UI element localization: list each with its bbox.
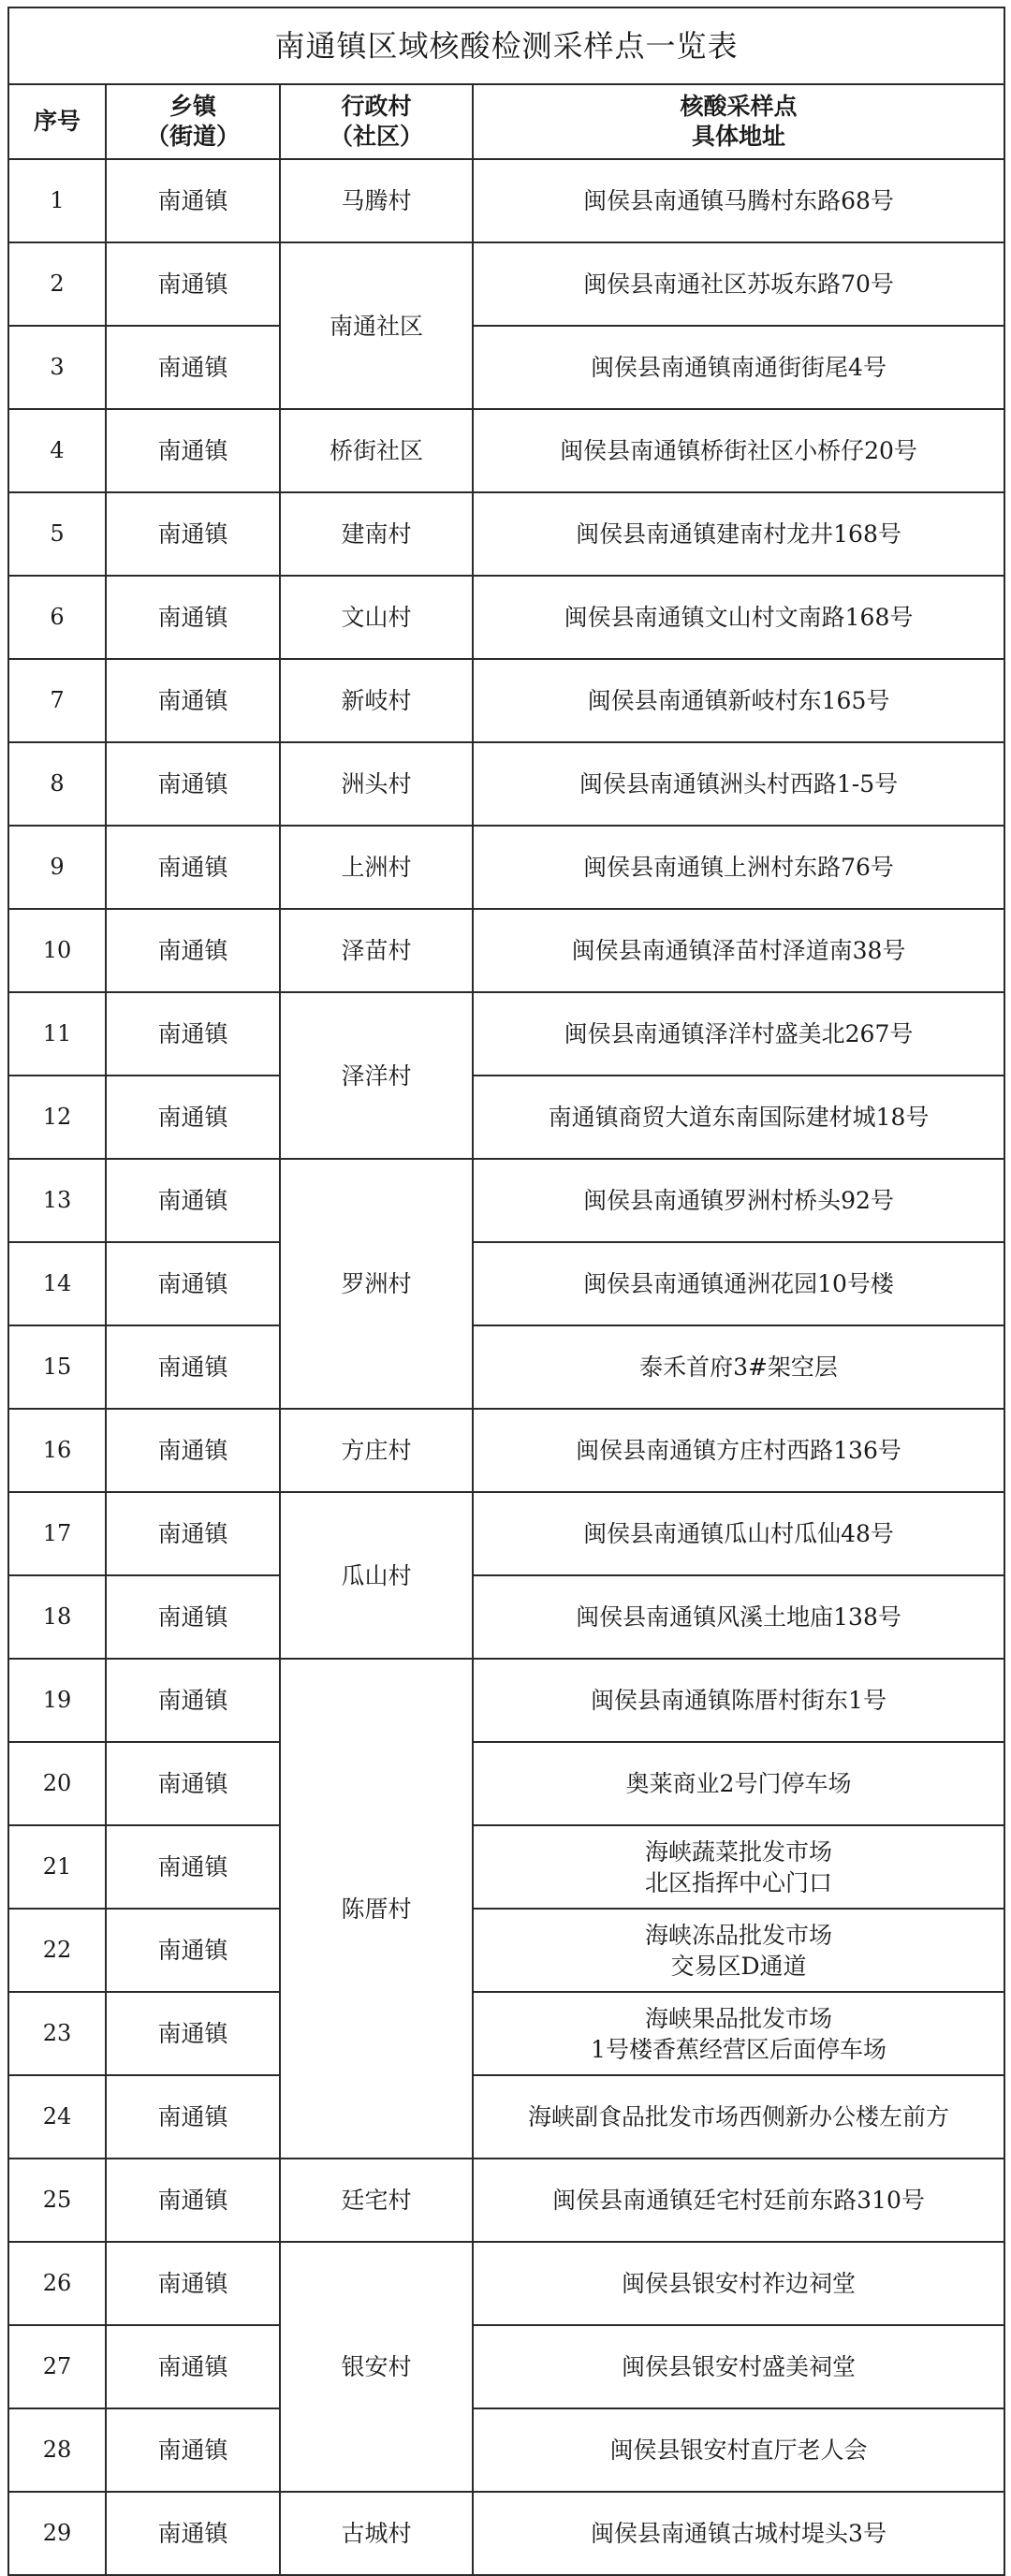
seq-cell: 16	[8, 1409, 106, 1492]
address-line: 闽侯县南通镇陈厝村街东1号	[591, 1687, 886, 1714]
village-cell: 上洲村	[280, 826, 473, 909]
address-cell	[473, 1409, 1004, 1492]
seq-cell: 12	[8, 1076, 106, 1159]
table-row	[8, 1409, 1004, 1492]
address-cell	[473, 1575, 1004, 1659]
table-row	[8, 1659, 1004, 1742]
address-cell	[473, 659, 1004, 742]
town-cell: 南通镇	[106, 1575, 280, 1659]
table-row	[8, 1909, 1004, 1992]
address-line: 闽侯县南通镇桥街社区小桥仔20号	[560, 437, 917, 464]
town-cell: 南通镇	[106, 159, 280, 242]
address-cell	[473, 992, 1004, 1076]
table-row	[8, 159, 1004, 242]
address-line: 闽侯县银安村直厅老人会	[609, 2437, 868, 2464]
seq-cell: 15	[8, 1325, 106, 1409]
village-cell: 古城村	[280, 2492, 473, 2575]
sampling-points-table	[7, 7, 1005, 2576]
town-cell: 南通镇	[106, 826, 280, 909]
town-cell: 南通镇	[106, 1325, 280, 1409]
table-row	[8, 326, 1004, 409]
address-cell	[473, 159, 1004, 242]
address-line: 北区指挥中心门口	[645, 1868, 833, 1896]
seq-cell: 1	[8, 159, 106, 242]
town-cell: 南通镇	[106, 576, 280, 659]
address-cell	[473, 576, 1004, 659]
header-town-line1: 乡镇	[168, 93, 216, 120]
address-line: 海峡蔬菜批发市场	[645, 1837, 833, 1866]
header-seq: 序号	[8, 84, 106, 159]
address-cell	[473, 742, 1004, 826]
address-cell	[473, 1242, 1004, 1325]
seq-cell: 14	[8, 1242, 106, 1325]
address-line: 闽侯县南通镇马腾村东路68号	[583, 187, 894, 214]
header-village-line2: （社区）	[329, 123, 423, 150]
table-row	[8, 1825, 1004, 1909]
village-cell: 陈厝村	[280, 1659, 473, 2159]
town-cell: 南通镇	[106, 492, 280, 576]
address-cell	[473, 826, 1004, 909]
address-line: 交易区D通道	[670, 1952, 807, 1980]
table-row	[8, 742, 1004, 826]
address-cell	[473, 2492, 1004, 2575]
address-line: 泰禾首府3#架空层	[639, 1354, 838, 1381]
seq-cell: 28	[8, 2408, 106, 2492]
address-line: 闽侯县南通镇洲头村西路1-5号	[579, 770, 899, 798]
town-cell: 南通镇	[106, 2159, 280, 2242]
seq-cell: 10	[8, 909, 106, 992]
village-cell: 马腾村	[280, 159, 473, 242]
seq-cell: 17	[8, 1492, 106, 1575]
address-cell	[473, 492, 1004, 576]
address-cell	[473, 1492, 1004, 1575]
village-cell: 桥街社区	[280, 409, 473, 492]
town-cell: 南通镇	[106, 1242, 280, 1325]
village-cell: 洲头村	[280, 742, 473, 826]
table-row	[8, 492, 1004, 576]
address-cell	[473, 242, 1004, 326]
table-row	[8, 992, 1004, 1076]
town-cell: 南通镇	[106, 1659, 280, 1742]
address-cell	[473, 909, 1004, 992]
town-cell: 南通镇	[106, 242, 280, 326]
address-line: 闽侯县南通镇风溪土地庙138号	[576, 1603, 901, 1631]
table-row	[8, 826, 1004, 909]
table-row	[8, 659, 1004, 742]
header-row	[8, 84, 1004, 159]
town-cell: 南通镇	[106, 1742, 280, 1825]
town-cell: 南通镇	[106, 409, 280, 492]
table-row	[8, 1492, 1004, 1575]
seq-cell: 19	[8, 1659, 106, 1742]
table-row	[8, 2325, 1004, 2408]
town-cell: 南通镇	[106, 909, 280, 992]
town-cell: 南通镇	[106, 2492, 280, 2575]
address-line: 闽侯县南通镇上洲村东路76号	[583, 854, 894, 881]
header-town-line2: （街道）	[145, 123, 240, 150]
seq-cell: 7	[8, 659, 106, 742]
header-address-line1: 核酸采样点	[680, 93, 798, 120]
address-cell	[473, 2159, 1004, 2242]
address-line: 闽侯县南通社区苏坂东路70号	[583, 271, 894, 298]
address-cell	[473, 1992, 1004, 2075]
address-cell	[473, 1659, 1004, 1742]
seq-cell: 29	[8, 2492, 106, 2575]
address-line: 海峡副食品批发市场西侧新办公楼左前方	[528, 2103, 950, 2130]
town-cell: 南通镇	[106, 742, 280, 826]
town-cell: 南通镇	[106, 659, 280, 742]
village-cell: 廷宅村	[280, 2159, 473, 2242]
header-village	[280, 84, 473, 159]
address-cell	[473, 2408, 1004, 2492]
town-cell: 南通镇	[106, 1492, 280, 1575]
town-cell: 南通镇	[106, 1159, 280, 1242]
address-line: 海峡果品批发市场	[645, 2004, 833, 2032]
table-row	[8, 2159, 1004, 2242]
address-line: 闽侯县南通镇罗洲村桥头92号	[583, 1187, 894, 1214]
table-row	[8, 576, 1004, 659]
table-title: 南通镇区域核酸检测采样点一览表	[8, 7, 1004, 84]
address-line: 闽侯县南通镇泽苗村泽道南38号	[571, 937, 906, 964]
village-cell: 文山村	[280, 576, 473, 659]
seq-cell: 6	[8, 576, 106, 659]
address-line: 闽侯县银安村盛美祠堂	[622, 2353, 857, 2380]
address-cell	[473, 2325, 1004, 2408]
table-row	[8, 409, 1004, 492]
address-line: 海峡冻品批发市场	[645, 1921, 833, 1949]
table-row	[8, 1992, 1004, 2075]
header-address	[473, 84, 1004, 159]
table-row	[8, 1742, 1004, 1825]
table-row	[8, 2492, 1004, 2575]
village-cell: 建南村	[280, 492, 473, 576]
town-cell: 南通镇	[106, 992, 280, 1076]
village-cell: 瓜山村	[280, 1492, 473, 1659]
address-line: 闽侯县南通镇南通街街尾4号	[591, 354, 886, 381]
address-line: 1号楼香蕉经营区后面停车场	[591, 2035, 886, 2063]
table-row	[8, 909, 1004, 992]
seq-cell: 9	[8, 826, 106, 909]
address-cell	[473, 1159, 1004, 1242]
table-body	[8, 159, 1004, 2575]
address-line: 闽侯县南通镇方庄村西路136号	[576, 1437, 901, 1464]
address-line: 南通镇商贸大道东南国际建材城18号	[548, 1104, 930, 1131]
village-cell: 泽苗村	[280, 909, 473, 992]
address-cell	[473, 2242, 1004, 2325]
village-cell: 泽洋村	[280, 992, 473, 1159]
table-row	[8, 242, 1004, 326]
seq-cell: 11	[8, 992, 106, 1076]
seq-cell: 2	[8, 242, 106, 326]
table-row	[8, 1242, 1004, 1325]
table-row	[8, 2242, 1004, 2325]
address-line: 闽侯县南通镇瓜山村瓜仙48号	[583, 1520, 894, 1547]
address-cell	[473, 1909, 1004, 1992]
town-cell: 南通镇	[106, 1409, 280, 1492]
town-cell: 南通镇	[106, 2075, 280, 2159]
seq-cell: 24	[8, 2075, 106, 2159]
table-row	[8, 2408, 1004, 2492]
address-cell	[473, 326, 1004, 409]
town-cell: 南通镇	[106, 2242, 280, 2325]
address-line: 闽侯县南通镇建南村龙井168号	[576, 520, 901, 548]
town-cell: 南通镇	[106, 2325, 280, 2408]
town-cell: 南通镇	[106, 1992, 280, 2075]
address-cell	[473, 2075, 1004, 2159]
town-cell: 南通镇	[106, 2408, 280, 2492]
table-row	[8, 1159, 1004, 1242]
seq-cell: 3	[8, 326, 106, 409]
address-cell	[473, 1742, 1004, 1825]
village-cell: 银安村	[280, 2242, 473, 2492]
seq-cell: 13	[8, 1159, 106, 1242]
town-cell: 南通镇	[106, 1909, 280, 1992]
seq-cell: 22	[8, 1909, 106, 1992]
address-line: 闽侯县南通镇泽洋村盛美北267号	[564, 1020, 914, 1047]
seq-cell: 8	[8, 742, 106, 826]
address-cell	[473, 409, 1004, 492]
village-cell: 新岐村	[280, 659, 473, 742]
village-cell: 方庄村	[280, 1409, 473, 1492]
seq-cell: 23	[8, 1992, 106, 2075]
table-row	[8, 2075, 1004, 2159]
address-line: 闽侯县银安村祚边祠堂	[622, 2270, 857, 2297]
address-line: 闽侯县南通镇新岐村东165号	[587, 687, 890, 714]
seq-cell: 26	[8, 2242, 106, 2325]
header-village-line1: 行政村	[341, 93, 412, 120]
seq-cell: 18	[8, 1575, 106, 1659]
seq-cell: 25	[8, 2159, 106, 2242]
header-town	[106, 84, 280, 159]
address-line: 闽侯县南通镇古城村堤头3号	[591, 2520, 886, 2547]
seq-cell: 5	[8, 492, 106, 576]
seq-cell: 4	[8, 409, 106, 492]
town-cell: 南通镇	[106, 1825, 280, 1909]
table-row	[8, 1575, 1004, 1659]
table-row	[8, 1076, 1004, 1159]
seq-cell: 27	[8, 2325, 106, 2408]
seq-cell: 21	[8, 1825, 106, 1909]
seq-cell: 20	[8, 1742, 106, 1825]
address-line: 闽侯县南通镇通洲花园10号楼	[583, 1270, 894, 1297]
address-line: 闽侯县南通镇廷宅村廷前东路310号	[552, 2187, 925, 2214]
address-line: 奥莱商业2号门停车场	[625, 1770, 852, 1797]
town-cell: 南通镇	[106, 1076, 280, 1159]
address-cell	[473, 1825, 1004, 1909]
town-cell: 南通镇	[106, 326, 280, 409]
address-cell	[473, 1076, 1004, 1159]
address-cell	[473, 1325, 1004, 1409]
header-address-line2: 具体地址	[692, 123, 786, 150]
address-line: 闽侯县南通镇文山村文南路168号	[564, 604, 914, 631]
village-cell: 南通社区	[280, 242, 473, 409]
village-cell: 罗洲村	[280, 1159, 473, 1409]
table-row	[8, 1325, 1004, 1409]
